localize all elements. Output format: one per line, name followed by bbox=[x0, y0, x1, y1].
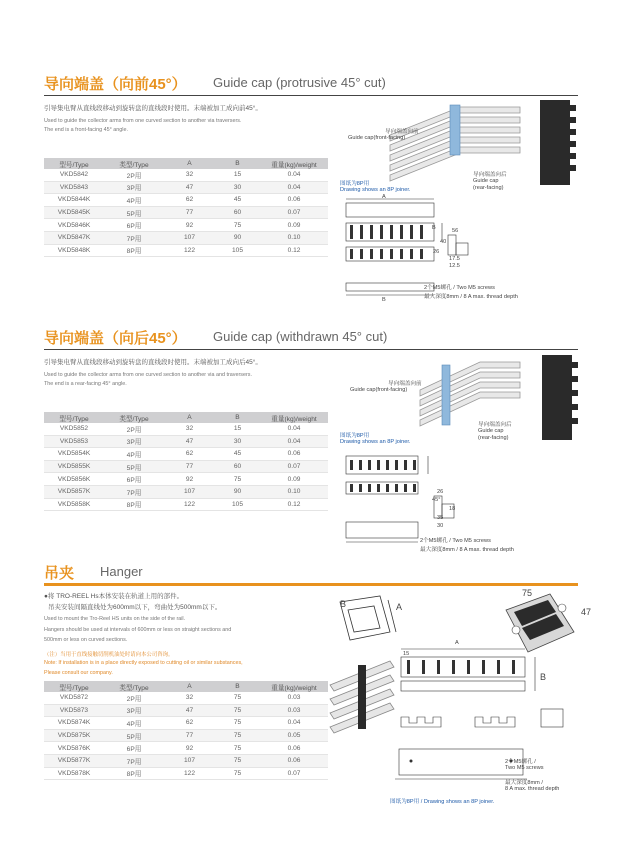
cell-kind: 8P用 bbox=[104, 498, 164, 511]
section3-dim-b-outline: B bbox=[340, 599, 347, 609]
cell-kind: 2P用 bbox=[104, 423, 164, 435]
section3-depth-en: 8 A max. thread depth bbox=[505, 786, 560, 792]
cell-model: VKD5844K bbox=[44, 194, 104, 207]
cell-kind: 4P用 bbox=[104, 194, 164, 207]
section3-hanger-rails bbox=[330, 655, 400, 740]
header-a: A bbox=[164, 158, 215, 169]
table-row bbox=[44, 498, 328, 511]
cell-kind: 5P用 bbox=[104, 460, 164, 473]
section2-depth: 最大深度8mm / 8 A max. thread depth bbox=[420, 547, 514, 553]
header-a: A bbox=[164, 681, 215, 692]
section1-desc-en2: The end is a front-facing 45° angle. bbox=[44, 127, 128, 133]
section2-desc-cn: 引导集电臂从直线段移动到旋转盘的直线段时使用。末端被加工成向后45°。 bbox=[44, 359, 262, 366]
section2-dim-30: 30 bbox=[437, 523, 444, 529]
section2-label-front-en: Guide cap(front-facing) bbox=[350, 387, 408, 393]
table-row bbox=[44, 169, 328, 181]
cell-model: VKD5856K bbox=[44, 473, 104, 486]
section3-desc-en3: 500mm or less on curved sections. bbox=[44, 637, 128, 643]
section3-spec-table bbox=[44, 681, 328, 780]
cell-kind: 3P用 bbox=[104, 704, 164, 717]
cell-weight: 0.07 bbox=[260, 767, 328, 780]
cell-b: 60 bbox=[215, 206, 260, 219]
header-weight: 重量(kg)/weight bbox=[260, 158, 328, 169]
cell-a: 47 bbox=[164, 435, 215, 448]
section3-drawing-note: 图纸为8P用 / Drawing shows an 8P joiner. bbox=[390, 799, 495, 805]
section2-title-en: Guide cap (withdrawn 45° cut) bbox=[213, 329, 388, 344]
section2-dim-35: 35 bbox=[437, 515, 444, 521]
cell-model: VKD5854K bbox=[44, 448, 104, 461]
cell-b: 45 bbox=[215, 194, 260, 207]
cell-kind: 6P用 bbox=[104, 219, 164, 232]
cell-a: 62 bbox=[164, 717, 215, 730]
cell-weight: 0.04 bbox=[260, 435, 328, 448]
cell-weight: 0.04 bbox=[260, 423, 328, 435]
cell-model: VKD5874K bbox=[44, 717, 104, 730]
section3-desc-en1: Used to mount the Tro-Reel HS units on the side of the rail. bbox=[44, 616, 186, 622]
cell-weight: 0.03 bbox=[260, 692, 328, 704]
header-b: B bbox=[215, 158, 260, 169]
table-row bbox=[44, 692, 328, 704]
table-row bbox=[44, 742, 328, 755]
section3-note1: （注）当用于直线接触切削机油处时请向本公司咨询。 bbox=[44, 652, 174, 658]
cell-model: VKD5873 bbox=[44, 704, 104, 717]
section3-title: 吊夹 bbox=[44, 565, 75, 582]
section1-label-rear-en2: (rear-facing) bbox=[473, 185, 504, 191]
cell-b: 75 bbox=[215, 219, 260, 232]
cell-model: VKD5845K bbox=[44, 206, 104, 219]
cell-weight: 0.06 bbox=[260, 194, 328, 207]
section3-dim-47: 47 bbox=[581, 607, 592, 617]
cell-kind: 8P用 bbox=[104, 244, 164, 257]
cell-a: 47 bbox=[164, 704, 215, 717]
section2-desc-en1: Used to guide the collector arms from one curved section to another via and traversers. bbox=[44, 372, 252, 378]
table-row bbox=[44, 754, 328, 767]
cell-a: 77 bbox=[164, 729, 215, 742]
cell-weight: 0.10 bbox=[260, 485, 328, 498]
cell-kind: 5P用 bbox=[104, 206, 164, 219]
section1-dim-12: 12.5 bbox=[449, 263, 460, 269]
cell-model: VKD5852 bbox=[44, 423, 104, 435]
cell-a: 107 bbox=[164, 754, 215, 767]
section2-label-rear-cn: 导向端盖向后 bbox=[478, 422, 512, 428]
table-row bbox=[44, 767, 328, 780]
section2-drawing-cn: 图纸为8P用 bbox=[340, 433, 370, 439]
section1-label-front-cn: 导向端盖向前 bbox=[385, 129, 419, 135]
cell-model: VKD5876K bbox=[44, 742, 104, 755]
cell-a: 32 bbox=[164, 692, 215, 704]
table-row bbox=[44, 435, 328, 448]
cell-b: 90 bbox=[215, 485, 260, 498]
cell-weight: 0.06 bbox=[260, 754, 328, 767]
section3-screw-cn: 2个M5螺孔 / bbox=[505, 759, 536, 765]
section1-drawing-cn: 图纸为8P用 bbox=[340, 181, 370, 187]
header-model: 型号/Type bbox=[44, 158, 104, 169]
section2-title: 导向端盖（向后45°） bbox=[44, 330, 187, 347]
section3-desc-cn1: ●将 TRO-REEL Hs本体安装在轨道上用的部件。 bbox=[44, 593, 184, 600]
table-row bbox=[44, 206, 328, 219]
section3-desc-cn2: 吊夹安装间隔直线处为600mm以下，弯曲处为500mm以下。 bbox=[48, 604, 222, 611]
cell-a: 77 bbox=[164, 460, 215, 473]
cell-kind: 8P用 bbox=[104, 767, 164, 780]
cell-b: 90 bbox=[215, 231, 260, 244]
header-a: A bbox=[164, 412, 215, 423]
section3-depth-cn: 最大深度8mm / bbox=[505, 780, 543, 786]
section1-spec-table bbox=[44, 158, 328, 257]
section1-label-front-en: Guide cap(front-facing) bbox=[348, 135, 406, 141]
cell-weight: 0.04 bbox=[260, 181, 328, 194]
section3-note3: Please consult our company. bbox=[44, 670, 113, 676]
section3-dim-15: 15 bbox=[403, 651, 410, 657]
cell-b: 105 bbox=[215, 244, 260, 257]
cell-weight: 0.07 bbox=[260, 206, 328, 219]
cell-a: 77 bbox=[164, 206, 215, 219]
cell-a: 107 bbox=[164, 231, 215, 244]
cell-a: 62 bbox=[164, 448, 215, 461]
cell-a: 32 bbox=[164, 423, 215, 435]
cell-a: 92 bbox=[164, 473, 215, 486]
section1-dim-56: 56 bbox=[452, 228, 459, 234]
cell-kind: 4P用 bbox=[104, 448, 164, 461]
section2-label-front-cn: 导向端盖向前 bbox=[388, 381, 422, 387]
section1-title: 导向端盖（向前45°） bbox=[44, 76, 187, 93]
table-row bbox=[44, 219, 328, 232]
cell-b: 75 bbox=[215, 473, 260, 486]
table-row bbox=[44, 473, 328, 486]
section1-dim-a: A bbox=[382, 194, 386, 200]
table-row bbox=[44, 460, 328, 473]
cell-b: 105 bbox=[215, 498, 260, 511]
section2-label-rear-en1: Guide cap bbox=[478, 428, 504, 434]
cell-kind: 5P用 bbox=[104, 729, 164, 742]
section1-dim-40: 40 bbox=[440, 239, 447, 245]
header-model: 型号/Type bbox=[44, 412, 104, 423]
table-row bbox=[44, 448, 328, 461]
cell-kind: 2P用 bbox=[104, 692, 164, 704]
header-kind: 类型/Type bbox=[104, 681, 164, 692]
section3-title-en: Hanger bbox=[100, 564, 143, 579]
section1-desc-en1: Used to guide the collector arms from one curved section to another via traversers. bbox=[44, 118, 242, 124]
cell-weight: 0.05 bbox=[260, 729, 328, 742]
cell-weight: 0.07 bbox=[260, 460, 328, 473]
cell-weight: 0.09 bbox=[260, 473, 328, 486]
cell-b: 75 bbox=[215, 767, 260, 780]
cell-a: 47 bbox=[164, 181, 215, 194]
section1-label-rear-en1: Guide cap bbox=[473, 178, 499, 184]
section3-screw-en: Two M5 screws bbox=[505, 765, 544, 771]
cell-model: VKD5877K bbox=[44, 754, 104, 767]
cell-weight: 0.04 bbox=[260, 169, 328, 181]
cell-model: VKD5848K bbox=[44, 244, 104, 257]
cell-model: VKD5853 bbox=[44, 435, 104, 448]
cell-b: 75 bbox=[215, 754, 260, 767]
section2-label-rear-en2: (rear-facing) bbox=[478, 435, 509, 441]
section1-depth: 最大深度8mm / 8 A max. thread depth bbox=[424, 294, 518, 300]
cell-weight: 0.09 bbox=[260, 219, 328, 232]
cell-b: 15 bbox=[215, 169, 260, 181]
section3-dim-75: 75 bbox=[522, 588, 533, 598]
cell-model: VKD5875K bbox=[44, 729, 104, 742]
section2-desc-en2: The end is a rear-facing 45° angle. bbox=[44, 381, 127, 387]
cell-a: 122 bbox=[164, 244, 215, 257]
table-row bbox=[44, 729, 328, 742]
cell-b: 75 bbox=[215, 729, 260, 742]
section1-tech-drawing bbox=[338, 195, 478, 295]
section1-dim-b-side: B bbox=[432, 225, 436, 231]
cell-kind: 4P用 bbox=[104, 717, 164, 730]
cell-model: VKD5843 bbox=[44, 181, 104, 194]
table-header-row bbox=[44, 681, 328, 692]
cell-model: VKD5872 bbox=[44, 692, 104, 704]
cell-weight: 0.04 bbox=[260, 717, 328, 730]
cell-model: VKD5846K bbox=[44, 219, 104, 232]
cell-kind: 6P用 bbox=[104, 473, 164, 486]
cell-a: 122 bbox=[164, 767, 215, 780]
cell-weight: 0.06 bbox=[260, 448, 328, 461]
cell-kind: 7P用 bbox=[104, 231, 164, 244]
header-b: B bbox=[215, 681, 260, 692]
table-header-row bbox=[44, 158, 328, 169]
section3-desc-en2: Hangers should be used at intervals of 600mm or less on straight sections and bbox=[44, 627, 232, 633]
cell-kind: 3P用 bbox=[104, 435, 164, 448]
table-row bbox=[44, 717, 328, 730]
section1-title-en: Guide cap (protrusive 45° cut) bbox=[213, 75, 386, 90]
cell-model: VKD5858K bbox=[44, 498, 104, 511]
cell-weight: 0.12 bbox=[260, 498, 328, 511]
cell-model: VKD5857K bbox=[44, 485, 104, 498]
cell-weight: 0.10 bbox=[260, 231, 328, 244]
table-row bbox=[44, 704, 328, 717]
cell-kind: 7P用 bbox=[104, 754, 164, 767]
section2-tech-drawing bbox=[338, 450, 478, 550]
section3-rule bbox=[44, 583, 578, 586]
cell-b: 75 bbox=[215, 717, 260, 730]
section3-spec-table-wrap bbox=[44, 681, 328, 780]
section2-spec-table bbox=[44, 412, 328, 511]
cell-a: 122 bbox=[164, 498, 215, 511]
cell-weight: 0.03 bbox=[260, 704, 328, 717]
table-row bbox=[44, 181, 328, 194]
section3-dim-a-outline: A bbox=[396, 602, 403, 612]
section1-screw: 2个M5螺孔 / Two M5 screws bbox=[424, 285, 495, 291]
cell-a: 62 bbox=[164, 194, 215, 207]
section1-dim-26: 26 bbox=[433, 249, 440, 255]
cell-b: 30 bbox=[215, 435, 260, 448]
section3-dim-a-top: A bbox=[455, 640, 459, 646]
cell-kind: 3P用 bbox=[104, 181, 164, 194]
header-weight: 重量(kg)/weight bbox=[260, 412, 328, 423]
cell-a: 107 bbox=[164, 485, 215, 498]
cell-model: VKD5855K bbox=[44, 460, 104, 473]
cell-b: 30 bbox=[215, 181, 260, 194]
section1-dim-b-bottom: B bbox=[382, 297, 386, 303]
section2-dim-18: 18 bbox=[449, 506, 456, 512]
cell-model: VKD5847K bbox=[44, 231, 104, 244]
header-kind: 类型/Type bbox=[104, 412, 164, 423]
cell-model: VKD5878K bbox=[44, 767, 104, 780]
section1-desc-cn: 引导集电臂从直线段移动到旋转盘的直线段时使用。末端被加工成向前45°。 bbox=[44, 105, 262, 112]
section2-spec-table-wrap bbox=[44, 412, 328, 511]
cell-a: 92 bbox=[164, 742, 215, 755]
section1-dim-17: 17.5 bbox=[449, 256, 460, 262]
cell-b: 75 bbox=[215, 704, 260, 717]
header-weight: 重量(kg)/weight bbox=[260, 681, 328, 692]
section3-dim-b-side: B bbox=[540, 672, 547, 682]
table-row bbox=[44, 485, 328, 498]
table-row bbox=[44, 423, 328, 435]
section2-drawing-en: Drawing shows an 8P joiner. bbox=[340, 439, 411, 445]
section1-label-rear-cn: 导向端盖向后 bbox=[473, 172, 507, 178]
section2-dim-45: 45° bbox=[432, 497, 441, 503]
section1-spec-table-wrap bbox=[44, 158, 328, 257]
table-row bbox=[44, 244, 328, 257]
section1-drawing-en: Drawing shows an 8P joiner. bbox=[340, 187, 411, 193]
table-row bbox=[44, 231, 328, 244]
table-row bbox=[44, 194, 328, 207]
cell-a: 32 bbox=[164, 169, 215, 181]
cell-a: 92 bbox=[164, 219, 215, 232]
cell-weight: 0.06 bbox=[260, 742, 328, 755]
section2-dim-26: 26 bbox=[437, 489, 444, 495]
header-b: B bbox=[215, 412, 260, 423]
header-model: 型号/Type bbox=[44, 681, 104, 692]
cell-kind: 6P用 bbox=[104, 742, 164, 755]
cell-b: 15 bbox=[215, 423, 260, 435]
cell-b: 75 bbox=[215, 692, 260, 704]
cell-b: 75 bbox=[215, 742, 260, 755]
cell-kind: 7P用 bbox=[104, 485, 164, 498]
cell-kind: 2P用 bbox=[104, 169, 164, 181]
cell-weight: 0.12 bbox=[260, 244, 328, 257]
table-header-row bbox=[44, 412, 328, 423]
section2-screw: 2个M5螺孔 / Two M5 screws bbox=[420, 538, 491, 544]
cell-model: VKD5842 bbox=[44, 169, 104, 181]
section3-note2: Note: If installation is in a place directly exposed to cutting oil or similar substances, bbox=[44, 660, 243, 666]
header-kind: 类型/Type bbox=[104, 158, 164, 169]
cell-b: 60 bbox=[215, 460, 260, 473]
cell-b: 45 bbox=[215, 448, 260, 461]
section3-tech-drawing bbox=[395, 645, 565, 785]
